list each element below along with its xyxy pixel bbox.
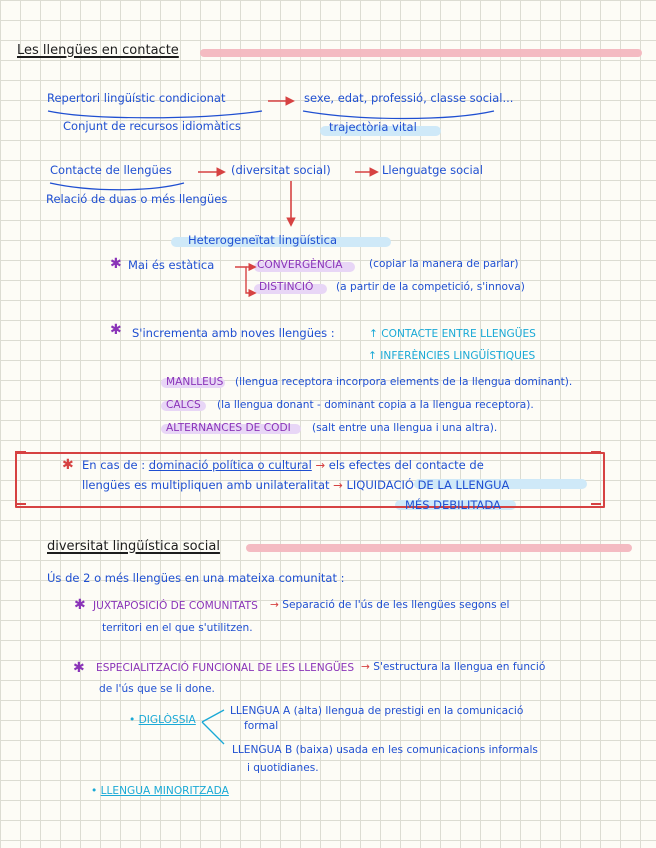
star-icon: ✱ (110, 256, 122, 272)
repertori-brace (48, 111, 262, 118)
llengua-b-line1: LLENGUA B (baixa) usada en les comunicacions informals (232, 744, 538, 756)
arrow-right-icon: → (315, 458, 326, 472)
trajectoria-label: trajectòria vital (329, 120, 417, 134)
red-note-dominacio: dominació política o cultural (148, 458, 312, 472)
llengua-a-line2: formal (244, 720, 279, 732)
especialitzacio-description-text: S'estructura la llengua en funció (373, 661, 546, 673)
page-title: Les llengües en contacte (17, 43, 179, 58)
contacte-brace (50, 183, 184, 190)
especialitzacio-description-line1 (361, 661, 545, 673)
diglossia-label: DIGLÒSSIA (138, 714, 196, 726)
star-icon: ✱ (73, 660, 85, 676)
juxtaposicio-description-line1 (270, 599, 509, 611)
alternances-description: (salt entre una llengua i una altra). (312, 422, 498, 434)
mai-estatica: Mai és estàtica (128, 258, 215, 272)
especialitzacio-description-line2: de l'ús que se li done. (99, 683, 215, 695)
repertori-title: Repertori lingüístic condicionat (47, 91, 226, 105)
convergencia-description: (copiar la manera de parlar) (369, 258, 519, 270)
increment-text: S'incrementa amb noves llengües : (132, 326, 335, 340)
red-note-line3: MÉS DEBILITADA (405, 498, 501, 512)
arrow-right-icon: → (270, 599, 279, 611)
contacte-subtitle: Relació de duas o més llengües (46, 192, 228, 206)
red-note-liquidacio: LIQUIDACIÓ DE LA LLENGUA (346, 478, 510, 492)
contacte-title: Contacte de llengües (50, 163, 172, 177)
arrow-right-icon: → (333, 478, 343, 492)
calcs-description: (la llengua donant - dominant copia a la llengua receptora). (217, 399, 534, 411)
red-note-line1 (82, 459, 484, 472)
heterogeneitat-title: Heterogeneïtat lingüística (188, 233, 338, 247)
repertori-detail: sexe, edat, professió, classe social... (304, 91, 514, 105)
contacte-bullet-text: CONTACTE ENTRE LLENGÜES (381, 328, 536, 340)
bullet-dot-icon: • (91, 785, 98, 797)
repertori-subtitle: Conjunt de recursos idiomàtics (63, 119, 241, 133)
alternances-label: ALTERNANCES DE CODI (166, 422, 291, 434)
arrow-right-icon: → (361, 661, 370, 673)
juxtaposicio-description-text: Separació de l'ús de les llengües segons el (282, 599, 510, 611)
inferencies-bullet (368, 350, 535, 362)
distincio-description: (a partir de la competició, s'innova) (336, 281, 525, 293)
contacte-bullet (369, 328, 536, 340)
star-icon: ✱ (74, 597, 86, 613)
minoritzada-label: LLENGUA MINORITZADA (100, 785, 229, 797)
red-note-line2 (82, 479, 509, 492)
contacte-result: Llenguatge social (382, 163, 483, 177)
section2-intro: Ús de 2 o més llengües en una mateixa comunitat : (47, 571, 345, 585)
arrow-up-icon: ↑ (369, 328, 378, 340)
arrow-up-icon: ↑ (368, 350, 377, 362)
convergencia-label: CONVERGÈNCIA (257, 259, 343, 271)
red-note-prefix: En cas de : (82, 458, 146, 472)
minoritzada-bullet (91, 785, 229, 797)
star-icon: ✱ (62, 457, 74, 473)
fork-line (202, 710, 224, 722)
manlleus-label: MANLLEUS (166, 376, 224, 388)
red-note-line2-text: llengües es multipliquen amb unilateralitat (82, 478, 330, 492)
section-title: diversitat lingüística social (47, 539, 220, 554)
especialitzacio-label: ESPECIALITZACIÓ FUNCIONAL DE LES LLENGÜES (96, 662, 355, 674)
calcs-label: CALCS (166, 399, 201, 411)
contacte-detail: (diversitat social) (231, 163, 331, 177)
red-note-suffix: els efectes del contacte de (328, 458, 484, 472)
diglossia-bullet (129, 714, 196, 726)
juxtaposicio-description-line2: territori en el que s'utilitzen. (102, 622, 253, 634)
branch-arrow-icon (235, 267, 255, 293)
inferencies-bullet-text: INFERÈNCIES LINGÜÍSTIQUES (380, 350, 536, 362)
distincio-label: DISTINCIÓ (259, 281, 314, 293)
llengua-a-line1: LLENGUA A (alta) llengua de prestigi en la comunicació (230, 705, 524, 717)
manlleus-description: (llengua receptora incorpora elements de la llengua dominant). (235, 376, 573, 388)
star-icon: ✱ (110, 322, 122, 338)
juxtaposicio-label: JUXTAPOSICIÓ DE COMUNITATS (93, 600, 258, 612)
llengua-b-line2: i quotidianes. (247, 762, 319, 774)
repertori-detail-brace (303, 111, 494, 119)
bullet-dot-icon: • (129, 714, 136, 726)
fork-line (202, 722, 224, 744)
